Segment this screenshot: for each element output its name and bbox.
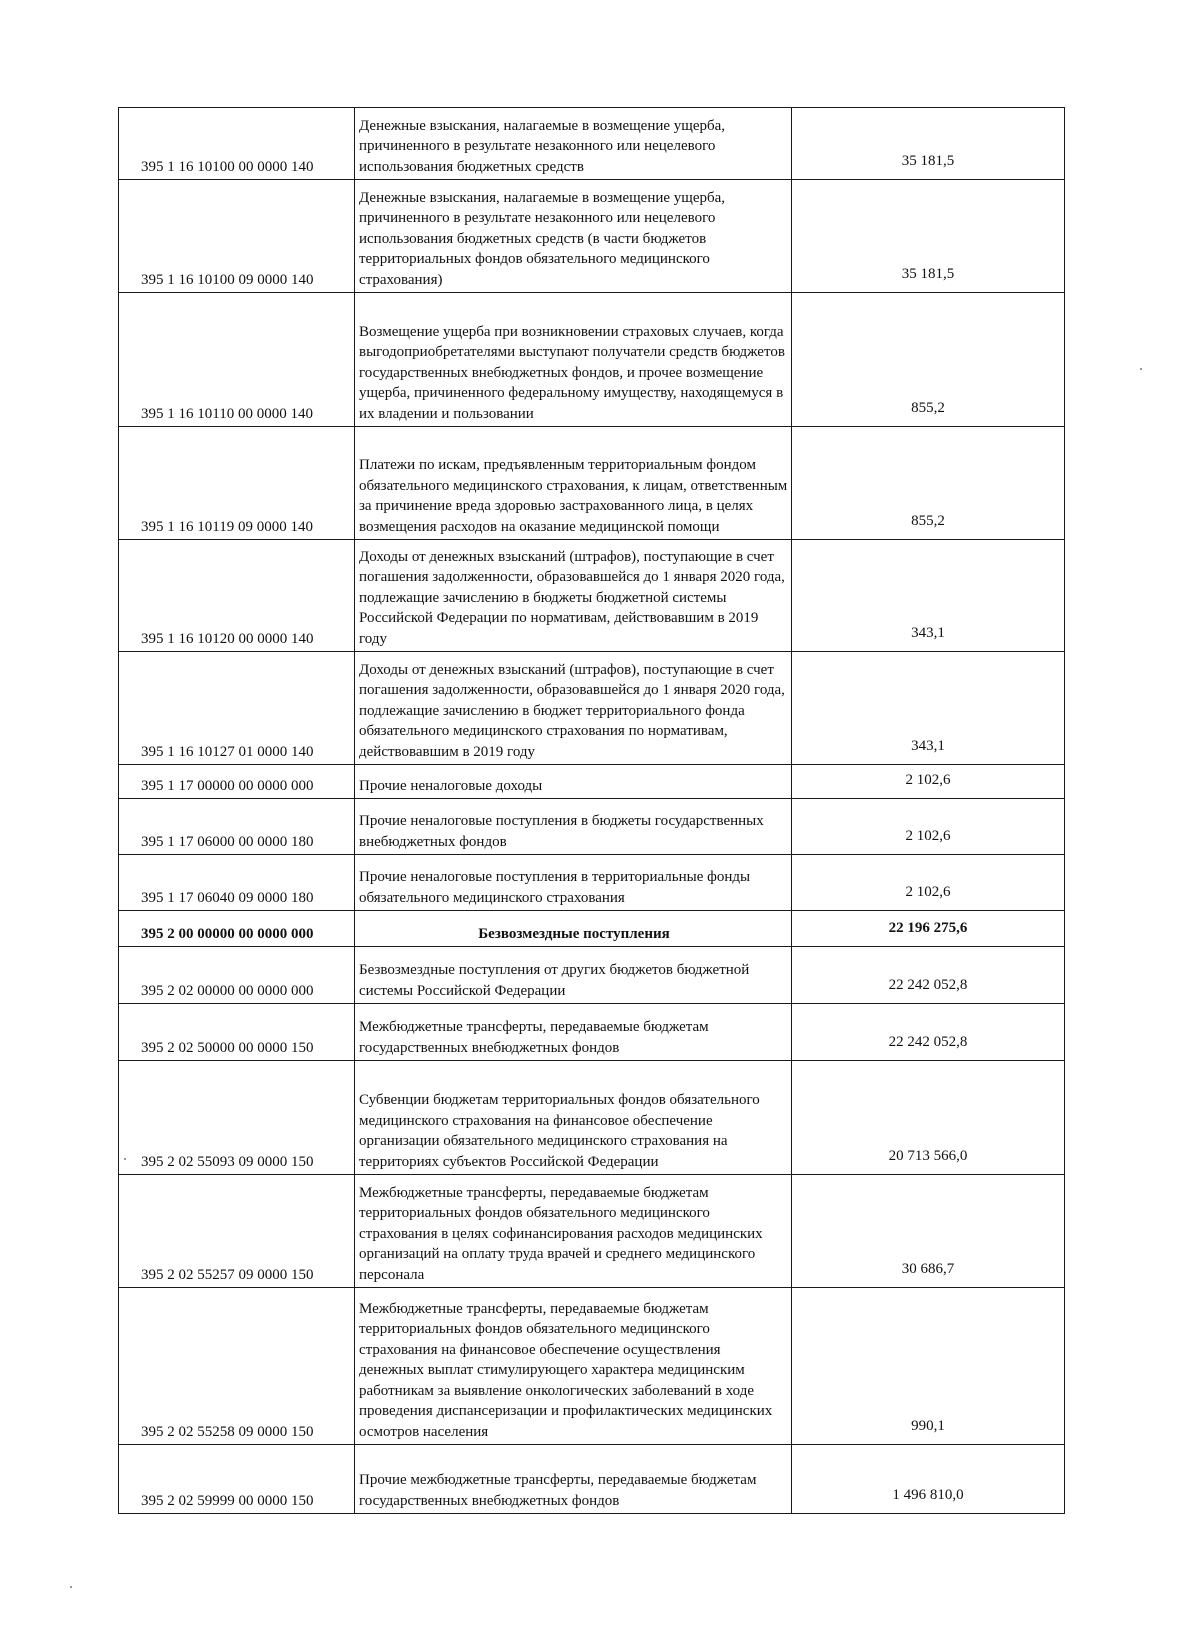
table-row-total <box>119 911 1065 947</box>
revenue-name: Прочие неналоговые доходы <box>355 765 792 799</box>
revenue-name: Безвозмездные поступления <box>355 911 792 947</box>
budget-code: 395 2 02 00000 00 0000 000 <box>119 947 355 1004</box>
amount: 30 686,7 <box>792 1175 1065 1288</box>
scan-speck <box>70 1586 72 1588</box>
amount: 22 242 052,8 <box>792 947 1065 1004</box>
budget-code: 395 2 02 55093 09 0000 150 <box>119 1061 355 1175</box>
revenue-name: Доходы от денежных взысканий (штрафов), поступающие в счет погашения задолженности, образовавшейся до 1 января 2020 года, подлежащие зачислению в бюджеты бюджетной системы Российской Федерации по нормативам, действовавшим в 2019 году <box>355 540 792 652</box>
budget-code: 395 2 02 55258 09 0000 150 <box>119 1288 355 1445</box>
revenue-name: Субвенции бюджетам территориальных фондов обязательного медицинского страхования на финансовое обеспечение организации обязательного медицинского страхования на территориях субъектов Российской Федерации <box>355 1061 792 1175</box>
table-row <box>119 293 1065 427</box>
revenue-name: Платежи по искам, предъявленным территориальным фондом обязательного медицинского страхования, к лицам, ответственным за причинение вреда здоровью застрахованного лица, в целях возмещения расходов на оказание медицинской помощи <box>355 427 792 540</box>
amount: 855,2 <box>792 293 1065 427</box>
amount: 35 181,5 <box>792 180 1065 293</box>
table-row <box>119 765 1065 799</box>
amount: 990,1 <box>792 1288 1065 1445</box>
amount: 343,1 <box>792 540 1065 652</box>
amount: 20 713 566,0 <box>792 1061 1065 1175</box>
amount: 22 196 275,6 <box>792 911 1065 947</box>
budget-code: 395 2 02 59999 00 0000 150 <box>119 1445 355 1514</box>
amount: 855,2 <box>792 427 1065 540</box>
revenue-name: Межбюджетные трансферты, передаваемые бюджетам территориальных фондов обязательного медицинского страхования на финансовое обеспечение осуществления денежных выплат стимулирующего характера медицинским работникам за выявление онкологических заболеваний в ходе проведения диспансеризации и профилактических медицинских осмотров населения <box>355 1288 792 1445</box>
amount: 2 102,6 <box>792 799 1065 855</box>
amount: 2 102,6 <box>792 855 1065 911</box>
scan-speck <box>1140 368 1142 370</box>
amount: 35 181,5 <box>792 108 1065 180</box>
revenue-name: Прочие неналоговые поступления в бюджеты государственных внебюджетных фондов <box>355 799 792 855</box>
revenue-name: Межбюджетные трансферты, передаваемые бюджетам государственных внебюджетных фондов <box>355 1004 792 1061</box>
revenue-name: Денежные взыскания, налагаемые в возмещение ущерба, причиненного в результате незаконного или нецелевого использования бюджетных средств <box>355 108 792 180</box>
budget-code: 395 1 16 10120 00 0000 140 <box>119 540 355 652</box>
budget-code: 395 2 00 00000 00 0000 000 <box>119 911 355 947</box>
scan-speck <box>124 1158 126 1160</box>
budget-code: 395 1 17 06000 00 0000 180 <box>119 799 355 855</box>
budget-code: 395 1 17 00000 00 0000 000 <box>119 765 355 799</box>
revenue-name: Безвозмездные поступления от других бюджетов бюджетной системы Российской Федерации <box>355 947 792 1004</box>
table-row <box>119 540 1065 652</box>
budget-code: 395 1 16 10110 00 0000 140 <box>119 293 355 427</box>
table-row <box>119 1445 1065 1514</box>
revenue-name: Денежные взыскания, налагаемые в возмещение ущерба, причиненного в результате незаконного или нецелевого использования бюджетных средств (в части бюджетов территориальных фондов обязательного медицинского страхования) <box>355 180 792 293</box>
revenue-name: Возмещение ущерба при возникновении страховых случаев, когда выгодоприобретателями выступают получатели средств бюджетов государственных внебюджетных фондов, и прочее возмещение ущерба, причиненного федеральному имуществу, находящемуся в их владении и пользовании <box>355 293 792 427</box>
budget-code: 395 1 17 06040 09 0000 180 <box>119 855 355 911</box>
table-row <box>119 180 1065 293</box>
table-row <box>119 1004 1065 1061</box>
table-row <box>119 652 1065 765</box>
table-row <box>119 1061 1065 1175</box>
budget-code: 395 1 16 10100 00 0000 140 <box>119 108 355 180</box>
budget-code: 395 2 02 50000 00 0000 150 <box>119 1004 355 1061</box>
budget-code: 395 1 16 10127 01 0000 140 <box>119 652 355 765</box>
revenue-name: Прочие межбюджетные трансферты, передаваемые бюджетам государственных внебюджетных фондов <box>355 1445 792 1514</box>
table-row <box>119 108 1065 180</box>
amount: 22 242 052,8 <box>792 1004 1065 1061</box>
revenue-table <box>118 107 1065 1514</box>
table-row <box>119 947 1065 1004</box>
table-row <box>119 855 1065 911</box>
budget-code: 395 2 02 55257 09 0000 150 <box>119 1175 355 1288</box>
table-row <box>119 427 1065 540</box>
revenue-name: Прочие неналоговые поступления в территориальные фонды обязательного медицинского страхования <box>355 855 792 911</box>
budget-code: 395 1 16 10100 09 0000 140 <box>119 180 355 293</box>
revenue-name: Доходы от денежных взысканий (штрафов), поступающие в счет погашения задолженности, образовавшейся до 1 января 2020 года, подлежащие зачислению в бюджет территориального фонда обязательного медицинского страхования по нормативам, действовавшим в 2019 году <box>355 652 792 765</box>
table-row <box>119 1175 1065 1288</box>
revenue-name: Межбюджетные трансферты, передаваемые бюджетам территориальных фондов обязательного медицинского страхования в целях софинансирования расходов медицинских организаций на оплату труда врачей и среднего медицинского персонала <box>355 1175 792 1288</box>
amount: 343,1 <box>792 652 1065 765</box>
table-row <box>119 1288 1065 1445</box>
amount: 2 102,6 <box>792 765 1065 799</box>
table-row <box>119 799 1065 855</box>
budget-code: 395 1 16 10119 09 0000 140 <box>119 427 355 540</box>
amount: 1 496 810,0 <box>792 1445 1065 1514</box>
